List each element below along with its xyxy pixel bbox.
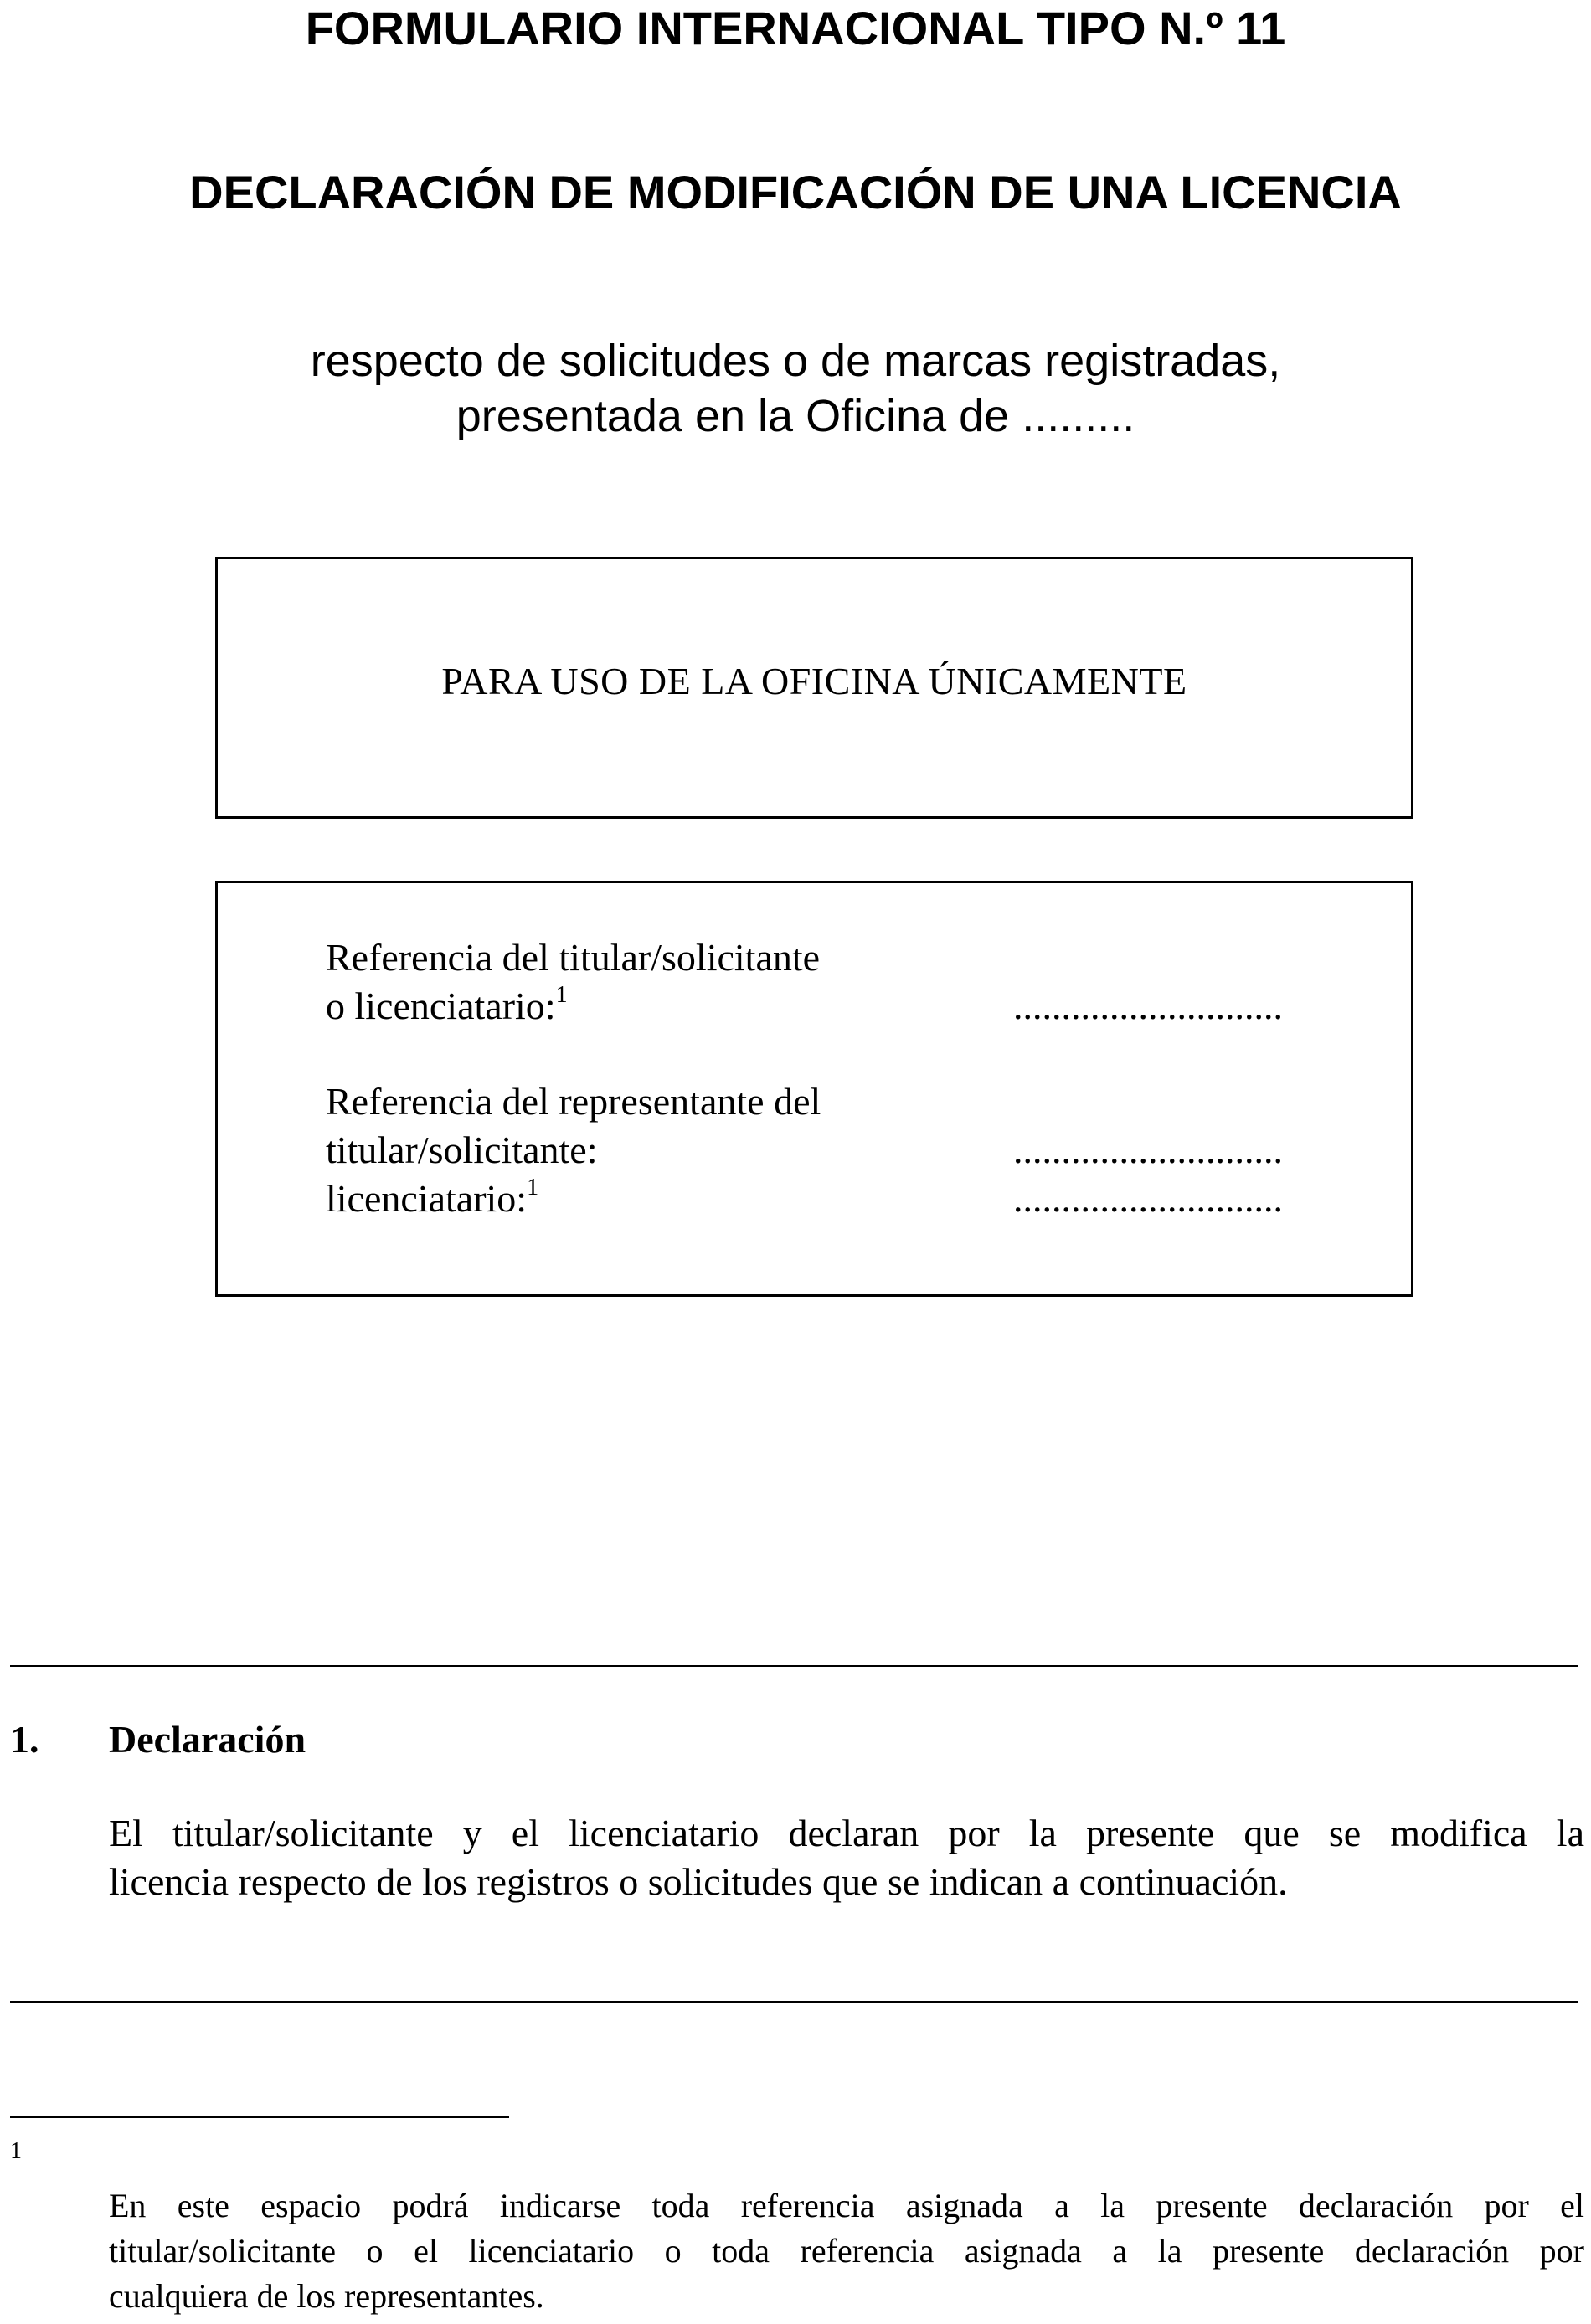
holder-reference-label-1: Referencia del titular/solicitante [326, 936, 821, 979]
footnote-ref-1: 1 [555, 982, 568, 1008]
footnote-number: 1 [10, 2138, 22, 2164]
footnote-line-1: En este espacio podrá indicarse toda referencia asignada a la presente declaración por el [109, 2187, 1584, 2224]
footnote-ref-2: 1 [527, 1175, 539, 1201]
rep-licensee-text: licenciatario: [326, 1177, 528, 1220]
footnote-text [109, 2183, 1584, 2319]
office-use-label: PARA USO DE LA OFICINA ÚNICAMENTE [441, 660, 1187, 702]
footnote-line-2: titular/solicitante o el licenciatario o toda referencia asignada a la presente declaración por [109, 2232, 1584, 2270]
subtitle-line-2: presentada en la Oficina de ......... [456, 391, 1135, 441]
form-title: FORMULARIO INTERNACIONAL TIPO N.º 11 [305, 2, 1286, 54]
separator-line-top [10, 1665, 1578, 1667]
subtitle-line-1: respecto de solicitudes o de marcas registradas, [310, 336, 1281, 386]
section-title: Declaración [109, 1718, 306, 1761]
holder-reference-text: o licenciatario: [326, 985, 556, 1027]
holder-reference-value: ............................ [1013, 985, 1283, 1027]
rep-reference-label-1: Referencia del representante del [326, 1080, 821, 1123]
footnote-separator [10, 2116, 509, 2118]
declaration-line-1: El titular/solicitante y el licenciatario declaran por la presente que se modifica la [109, 1812, 1584, 1854]
separator-line-bottom [10, 2001, 1578, 2003]
rep-licensee-value: ............................ [1013, 1177, 1283, 1220]
rep-reference-label-2: titular/solicitante: [326, 1129, 598, 1171]
office-use-box [215, 557, 1413, 819]
reference-box [215, 881, 1413, 1297]
declaration-title: DECLARACIÓN DE MODIFICACIÓN DE UNA LICENCIA [189, 166, 1402, 219]
section-number: 1. [10, 1718, 39, 1761]
rep-holder-value: ............................ [1013, 1129, 1283, 1171]
declaration-paragraph [109, 1809, 1584, 1906]
declaration-line-2: licencia respecto de los registros o solicitudes que se indican a continuación. [109, 1860, 1288, 1903]
holder-reference-label-2 [326, 982, 568, 1031]
footnote-line-3: cualquiera de los representantes. [109, 2277, 544, 2315]
subtitle [0, 333, 1591, 444]
rep-reference-label-3 [326, 1175, 538, 1223]
